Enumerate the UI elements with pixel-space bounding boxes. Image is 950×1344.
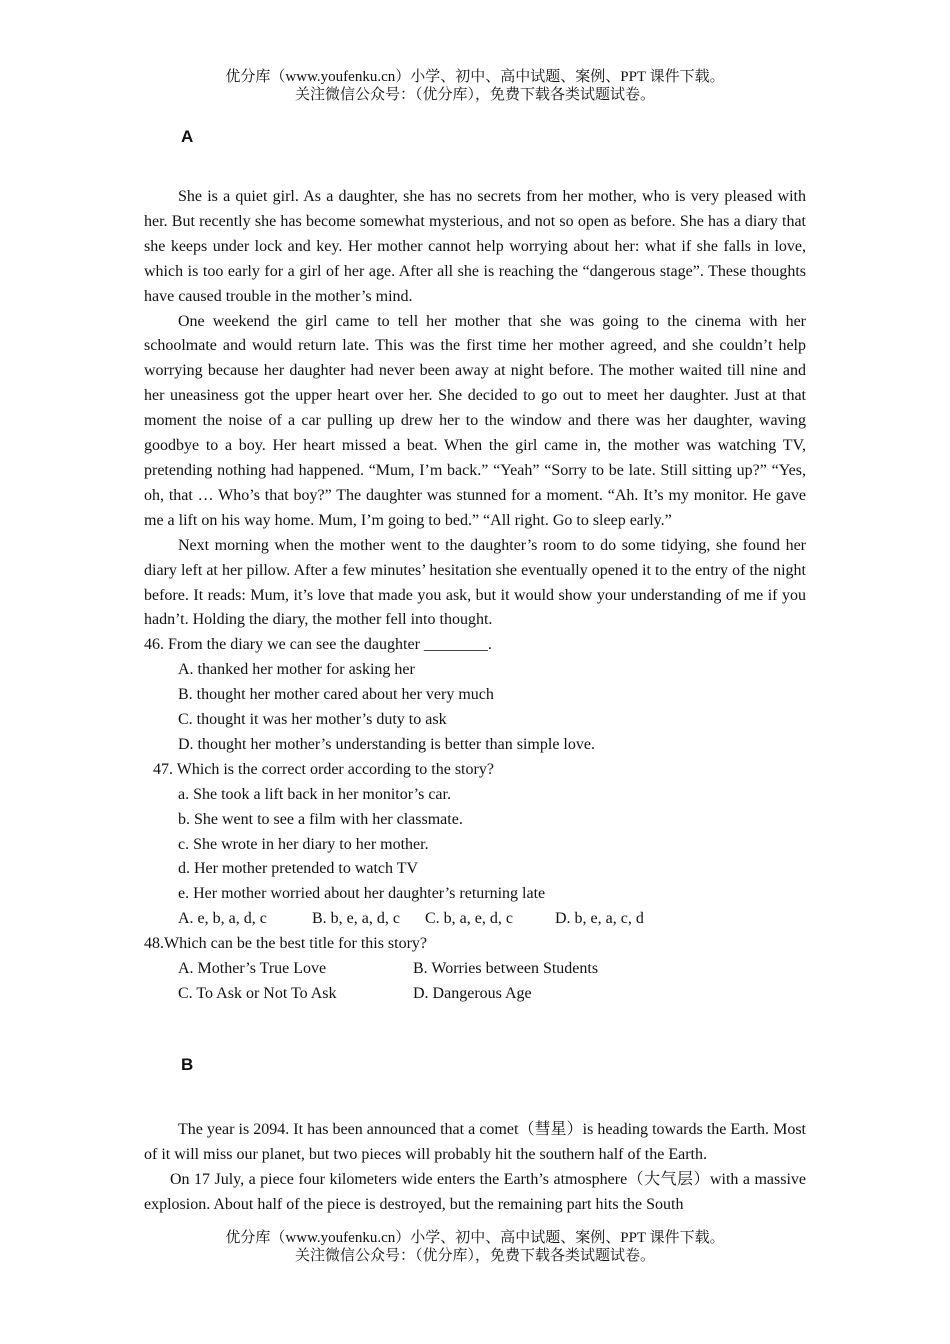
header-line-1: 优分库（www.youfenku.cn）小学、初中、高中试题、案例、PPT 课件下载。	[225, 69, 725, 85]
question-47-option-d: D. b, e, a, c, d	[555, 910, 644, 928]
question-47-item-e: e. Her mother worried about her daughter’s returning late	[178, 885, 546, 903]
question-48-option-a: A. Mother’s True Love	[178, 960, 327, 978]
question-48-options-row-2	[144, 982, 806, 1007]
question-47-option-b: B. b, e, a, d, c	[312, 910, 400, 928]
question-47-item-d: d. Her mother pretended to watch TV	[178, 860, 419, 878]
page-footer	[0, 1229, 950, 1265]
question-47-option-c: C. b, a, e, d, c	[425, 910, 513, 928]
question-47-stem: 47. Which is the correct order according to the story?	[153, 760, 494, 778]
section-b-body	[144, 1118, 806, 1218]
section-a-body	[144, 185, 806, 1007]
question-46-stem: 46. From the diary we can see the daughter ________.	[144, 636, 492, 654]
passage-a-paragraph-2: One weekend the girl came to tell her mother that she was going to the cinema with her schoolmate and would return late. This was the first time her mother agreed, and she couldn’t help worrying because her daughter had never been away at night before. The mother waited till nine and her uneasiness got the upper heart over her. She decided to go out to meet her daughter. Just at that moment the noise of a car pulling up drew her to the window and there was her daughter, waving goodbye to a boy. Her heart missed a beat. When the girl came in, the mother was watching TV, pretending nothing had happened. “Mum, I’m back.” “Yeah” “Sorry to be late. Still sitting up?” “Yes, oh, that … Who’s that boy?” The daughter was stunned for a moment. “Ah. It’s my monitor. He gave me a lift on his way home. Mum, I’m going to bed.” “All right. Go to sleep early.”	[144, 312, 806, 529]
page-header	[0, 68, 950, 104]
question-46-option-a: A. thanked her mother for asking her	[178, 661, 415, 679]
header-line-2: 关注微信公众号：（优分库），免费下载各类试题试卷。	[294, 87, 655, 103]
passage-a-paragraph-3: Next morning when the mother went to the daughter’s room to do some tidying, she found her diary left at her pillow. After a few minutes’ hesitation she eventually opened it to the entry of the night before. It reads: Mum, it’s love that made you ask, but it would show your understanding of me if you hadn’t. Holding the diary, the mother fell into thought.	[144, 536, 806, 629]
passage-b-paragraph-1: The year is 2094. It has been announced that a comet（彗星）is heading towards the Earth. Most of it will miss our planet, but two pieces will probably hit the southern half of the Earth.	[144, 1121, 806, 1163]
footer-line-1: 优分库（www.youfenku.cn）小学、初中、高中试题、案例、PPT 课件下载。	[225, 1230, 725, 1246]
question-47-item-c: c. She wrote in her diary to her mother.	[178, 835, 429, 853]
question-47-option-a: A. e, b, a, d, c	[178, 910, 267, 928]
question-46-option-b: B. thought her mother cared about her very much	[178, 686, 494, 704]
question-47-options	[144, 907, 806, 932]
section-b-label: B	[181, 1055, 194, 1074]
question-46-option-d: D. thought her mother’s understanding is better than simple love.	[178, 735, 595, 753]
question-47-item-a: a. She took a lift back in her monitor’s car.	[178, 785, 451, 803]
question-48-option-b: B. Worries between Students	[413, 960, 599, 978]
question-46-option-c: C. thought it was her mother’s duty to ask	[178, 711, 447, 729]
passage-a-paragraph-1: She is a quiet girl. As a daughter, she has no secrets from her mother, who is very pleased with her. But recently she has become somewhat mysterious, and not so open as before. She has a diary that she keeps under lock and key. Her mother cannot help worrying about her: what if she falls in love, which is too early for a girl of her age. After all she is reaching the “dangerous stage”. These thoughts have caused trouble in the mother’s mind.	[144, 188, 806, 305]
footer-line-2: 关注微信公众号：（优分库），免费下载各类试题试卷。	[294, 1248, 655, 1264]
section-a-label: A	[181, 127, 194, 146]
question-48-option-d: D. Dangerous Age	[413, 985, 532, 1002]
question-48-option-c: C. To Ask or Not To Ask	[178, 985, 337, 1002]
question-48-options-row-1	[144, 957, 806, 982]
question-48-stem: 48.Which can be the best title for this story?	[144, 935, 428, 953]
question-47-item-b: b. She went to see a film with her classmate.	[178, 810, 463, 828]
passage-b-paragraph-2: On 17 July, a piece four kilometers wide enters the Earth’s atmosphere（大气层）with a massive explosion. About half of the piece is destroyed, but the remaining part hits the South	[144, 1170, 806, 1213]
